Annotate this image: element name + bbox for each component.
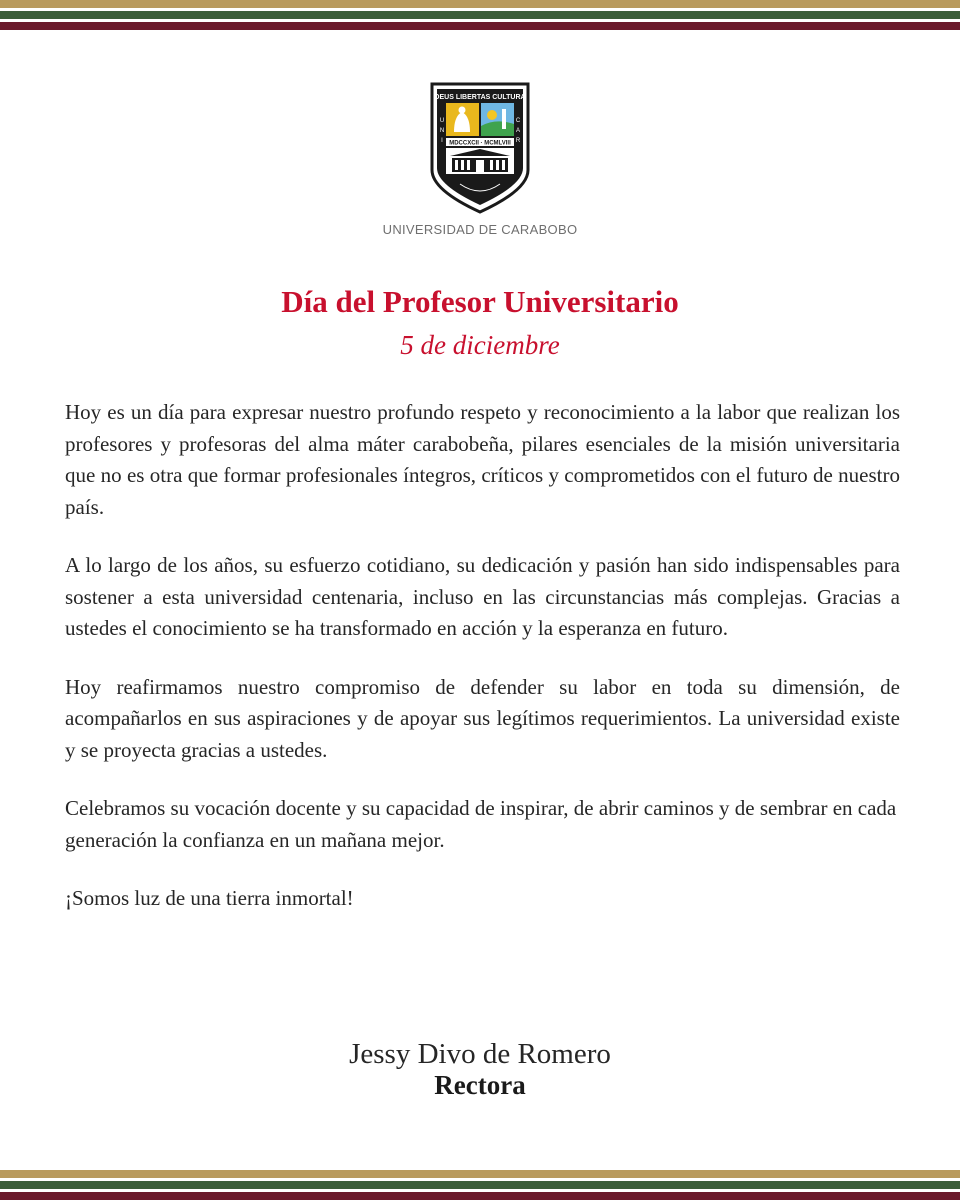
paragraph: Celebramos su vocación docente y su capacidad de inspirar, de abrir caminos y de sembrar en cada generación la confianza en un mañana mejor. xyxy=(65,796,897,852)
closing-line: ¡Somos luz de una tierra inmortal! xyxy=(65,886,354,910)
signature-role: Rectora xyxy=(434,1070,526,1100)
letter-body xyxy=(65,397,900,942)
paragraph: A lo largo de los años, su esfuerzo cotidiano, su dedicación y pasión han sido indispensables para sostener a esta universidad centenaria, incluso en las circunstancias más complejas. Gracias a ustedes el conocimiento se ha transformado en acción y la esperanza en futuro. xyxy=(65,553,900,640)
gold-stripe xyxy=(0,0,960,8)
svg-text:A: A xyxy=(515,128,521,134)
svg-text:R: R xyxy=(515,138,521,144)
university-seal-icon xyxy=(430,82,530,214)
signature-name: Jessy Divo de Romero xyxy=(349,1038,611,1070)
page-date: 5 de diciembre xyxy=(400,330,560,360)
red-stripe xyxy=(0,22,960,30)
svg-text:N: N xyxy=(439,128,445,134)
university-name: UNIVERSIDAD DE CARABOBO xyxy=(382,222,578,237)
top-stripes xyxy=(0,0,960,30)
green-stripe xyxy=(0,1181,960,1189)
svg-text:U: U xyxy=(439,118,445,124)
red-stripe xyxy=(0,1192,960,1200)
svg-text:DEUS LIBERTAS CULTURA: DEUS LIBERTAS CULTURA xyxy=(434,94,526,101)
green-stripe xyxy=(0,11,960,19)
university-logo xyxy=(0,82,960,237)
svg-text:MDCCXCII · MCMLVIII: MDCCXCII · MCMLVIII xyxy=(449,140,511,147)
page-title: Día del Profesor Universitario xyxy=(281,284,679,319)
bottom-stripes xyxy=(0,1170,960,1200)
paragraph: Hoy es un día para expresar nuestro profundo respeto y reconocimiento a la labor que realizan los profesores y profesoras del alma máter carabobeña, pilares esenciales de la misión universitaria que no es otra que formar profesionales íntegros, críticos y comprometidos con el futuro de nuestro país. xyxy=(65,400,900,519)
gold-stripe xyxy=(0,1170,960,1178)
svg-text:I: I xyxy=(441,138,443,144)
paragraph: Hoy reafirmamos nuestro compromiso de defender su labor en toda su dimensión, de acompañarlos en sus aspiraciones y de apoyar sus legítimos requerimientos. La universidad existe y se proyecta gracias a ustedes. xyxy=(65,674,900,762)
svg-text:C: C xyxy=(515,118,521,124)
